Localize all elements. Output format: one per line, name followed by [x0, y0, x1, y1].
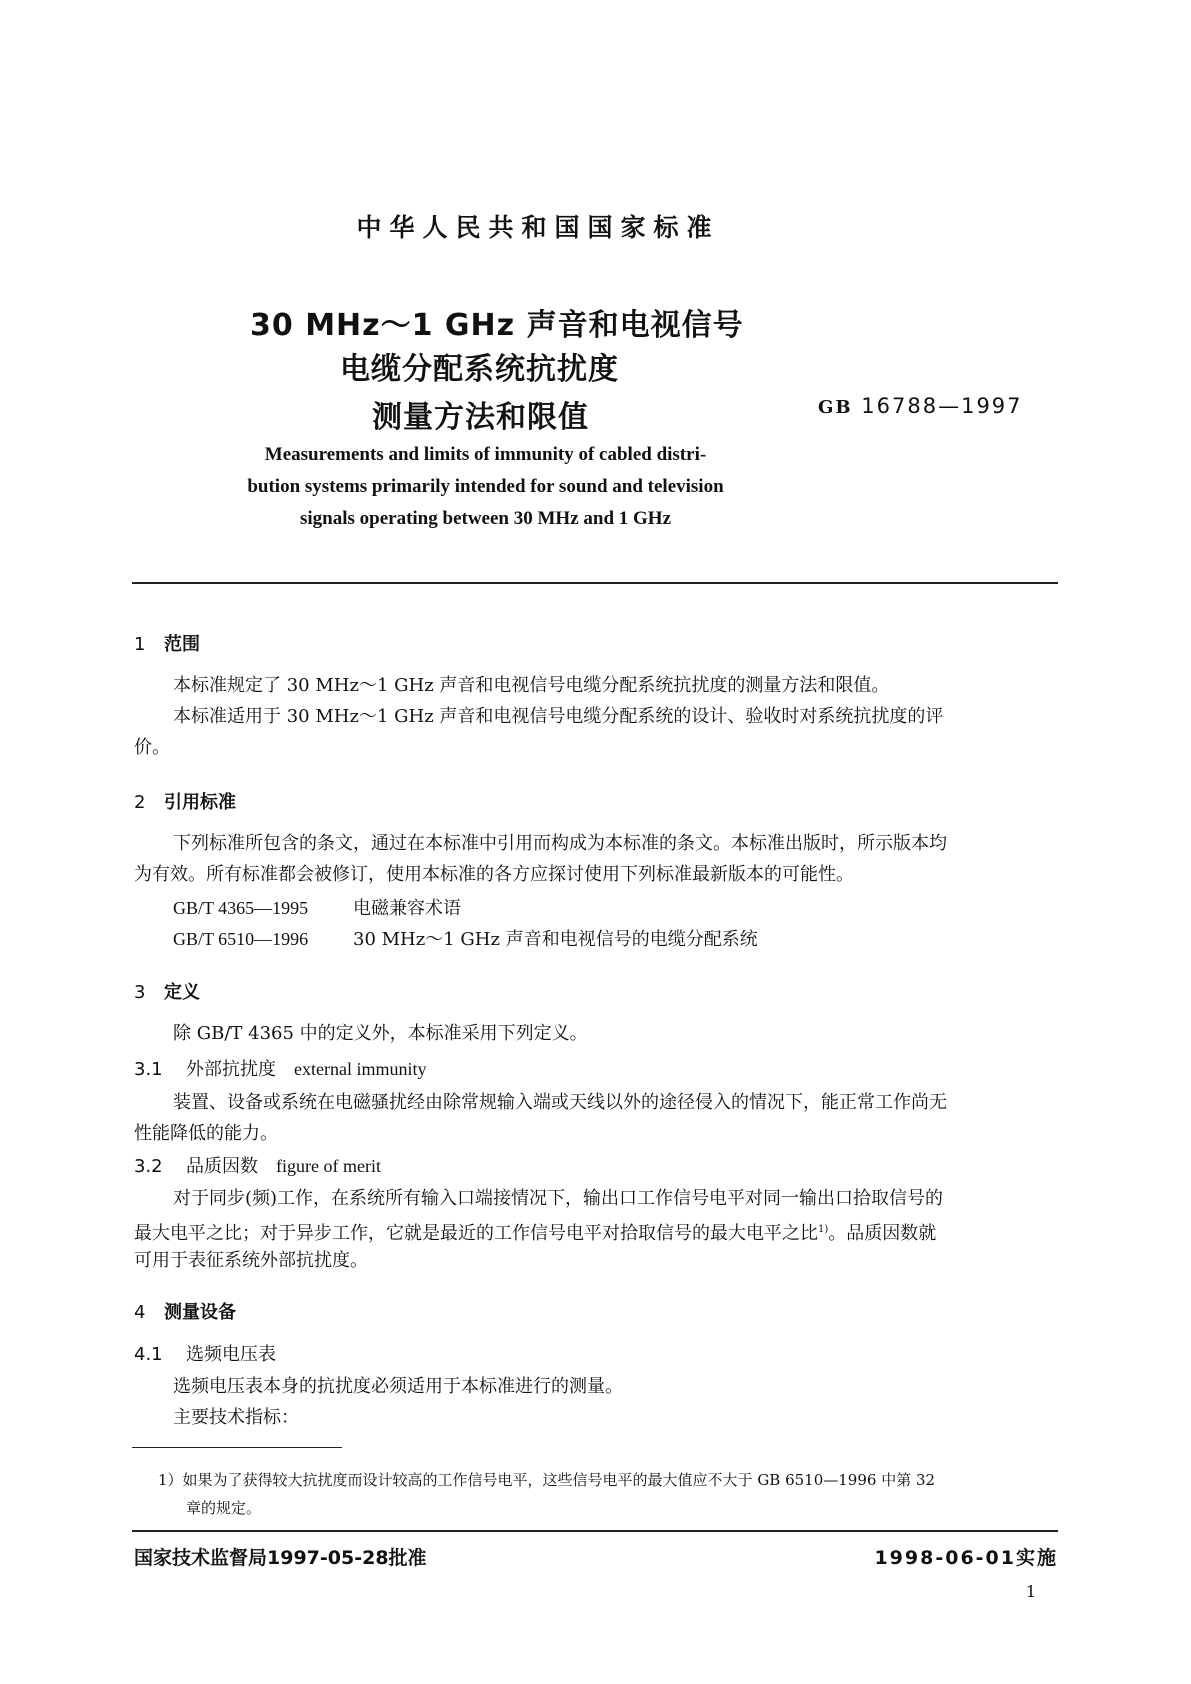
subsection-4-1-heading: 4.1 选频电压表 [134, 1344, 276, 1365]
effective-date: 1998-06-01实施 [874, 1547, 1058, 1569]
section-4-para-1: 选频电压表本身的抗扰度必须适用于本标准进行的测量。 [173, 1376, 623, 1397]
title-line-1: 30 MHz～1 GHz 声音和电视信号 [250, 308, 744, 343]
footnote-line-2: 章的规定。 [186, 1499, 262, 1517]
section-3-heading: 3 定义 [134, 982, 200, 1003]
title-line-3: 测量方法和限值 [372, 400, 589, 435]
english-title-line-3: signals operating between 30 MHz and 1 GHz [299, 508, 672, 529]
english-title-line-1: Measurements and limits of immunity of cabled distri- [264, 444, 707, 465]
footnote-marker: 1) [818, 1224, 829, 1235]
subsection-3-1-para-b: 性能降低的能力。 [134, 1123, 278, 1144]
national-standard-heading: 中华人民共和国国家标准 [356, 213, 720, 242]
footer-divider [132, 1530, 1058, 1532]
section-1-para-2b: 价。 [134, 737, 170, 758]
footnote-line-1: 1）如果为了获得较大抗扰度而设计较高的工作信号电平，这些信号电平的最大值应不大于 GB 6510—1996 中第 32 [158, 1471, 936, 1489]
section-3-para-1: 除 GB/T 4365 中的定义外，本标准采用下列定义。 [173, 1023, 588, 1044]
section-1-heading: 1 范围 [134, 634, 200, 655]
section-2-para-1b: 为有效。所有标准都会被修订，使用本标准的各方应探讨使用下列标准最新版本的可能性。 [134, 864, 854, 885]
approval-date: 国家技术监督局1997-05-28批准 [134, 1547, 427, 1569]
page-number: 1 [1025, 1582, 1036, 1601]
section-1-para-2a: 本标准适用于 30 MHz～1 GHz 声音和电视信号电缆分配系统的设计、验收时对系统抗扰度的评 [173, 706, 944, 727]
english-title-line-2: bution systems primarily intended for sound and television [247, 476, 724, 497]
footnote-divider [132, 1447, 342, 1448]
section-1-para-1: 本标准规定了 30 MHz～1 GHz 声音和电视信号电缆分配系统抗扰度的测量方法和限值。 [173, 675, 890, 696]
subsection-3-2-heading: 3.2 品质因数 figure of merit [134, 1156, 381, 1177]
section-4-heading: 4 测量设备 [134, 1302, 236, 1323]
section-2-heading: 2 引用标准 [134, 792, 236, 813]
reference-item: GB/T 4365—1995 电磁兼容术语 [173, 898, 461, 919]
subsection-3-2-para-a: 对于同步(频)工作，在系统所有输入口端接情况下，输出口工作信号电平对同一输出口拾取信号的 [173, 1188, 944, 1209]
subsection-3-1-heading: 3.1 外部抗扰度 external immunity [134, 1059, 427, 1080]
reference-item: GB/T 6510—1996 30 MHz～1 GHz 声音和电视信号的电缆分配系统 [173, 929, 758, 950]
header-divider [132, 582, 1058, 584]
subsection-3-2-para-d: 可用于表征系统外部抗扰度。 [134, 1250, 368, 1271]
standard-number: GB 16788—1997 [818, 394, 1023, 418]
section-2-para-1a: 下列标准所包含的条文，通过在本标准中引用而构成为本标准的条文。本标准出版时，所示版本均 [173, 833, 947, 854]
subsection-3-1-para-a: 装置、设备或系统在电磁骚扰经由除常规输入端或天线以外的途径侵入的情况下，能正常工作尚无 [173, 1092, 947, 1113]
title-line-2: 电缆分配系统抗扰度 [340, 352, 619, 387]
subsection-3-2-para-b: 最大电平之比；对于异步工作，它就是最近的工作信号电平对拾取信号的最大电平之比$^{1)}$。品质因数就 [134, 1223, 937, 1244]
section-4-para-2: 主要技术指标： [173, 1407, 299, 1428]
